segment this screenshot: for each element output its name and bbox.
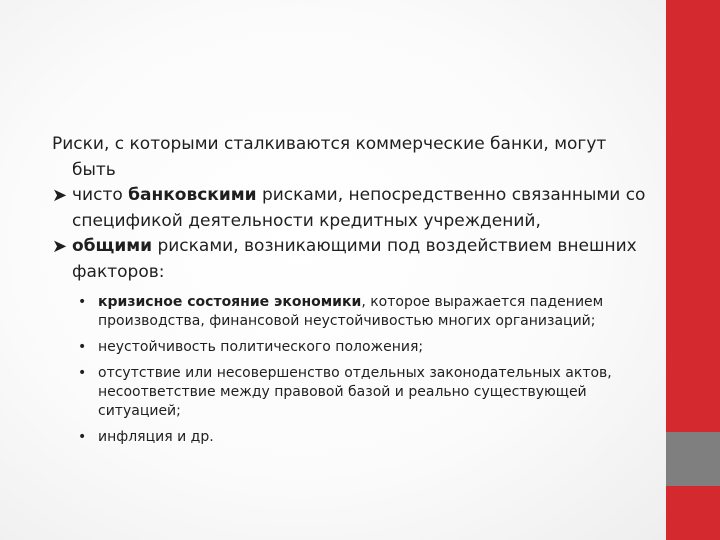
slide-body-text [52, 132, 652, 454]
sub-item-text: , которое выражается падением производства, финансовой неустойчивостью многих организаций; [98, 294, 604, 329]
sub-list [78, 293, 652, 447]
intro-paragraph: Риски, с которыми сталкиваются коммерческие банки, могут быть [52, 134, 607, 180]
arrow-bullet-icon: ➤ [52, 185, 68, 206]
dot-bullet-icon: • [78, 339, 87, 355]
item-text: рисками, возникающими под воздействием внешних факторов: [72, 236, 637, 282]
sub-item-text: инфляция и др. [98, 429, 214, 445]
item-bold-term: общими [72, 236, 153, 256]
list-item-general-risks [52, 234, 652, 285]
side-bar-red-segment [666, 0, 720, 432]
sub-list-item-political [78, 338, 652, 357]
list-item-banking-risks [52, 183, 652, 234]
sub-item-bold-term: кризисное состояние экономики [98, 294, 362, 310]
dot-bullet-icon: • [78, 365, 87, 381]
sub-item-text: отсутствие или несовершенство отдельных законодательных актов, несоответствие между правовой базой и реально существующей ситуацией; [98, 365, 612, 419]
item-bold-term: банковскими [128, 185, 257, 205]
sub-item-text: неустойчивость политического положения; [98, 339, 424, 355]
sub-list-item-legislation [78, 364, 652, 421]
decorative-side-bar [666, 0, 720, 540]
side-bar-red-bottom-segment [666, 486, 720, 540]
side-bar-gray-segment [666, 432, 720, 486]
arrow-bullet-icon: ➤ [52, 236, 68, 257]
item-text: рисками, непосредственно связанными со спецификой деятельности кредитных учреждений, [72, 185, 646, 231]
sub-list-item-inflation [78, 428, 652, 447]
dot-bullet-icon: • [78, 429, 87, 445]
item-prefix: чисто [72, 185, 129, 205]
dot-bullet-icon: • [78, 294, 87, 310]
sub-list-item-crisis [78, 293, 652, 331]
